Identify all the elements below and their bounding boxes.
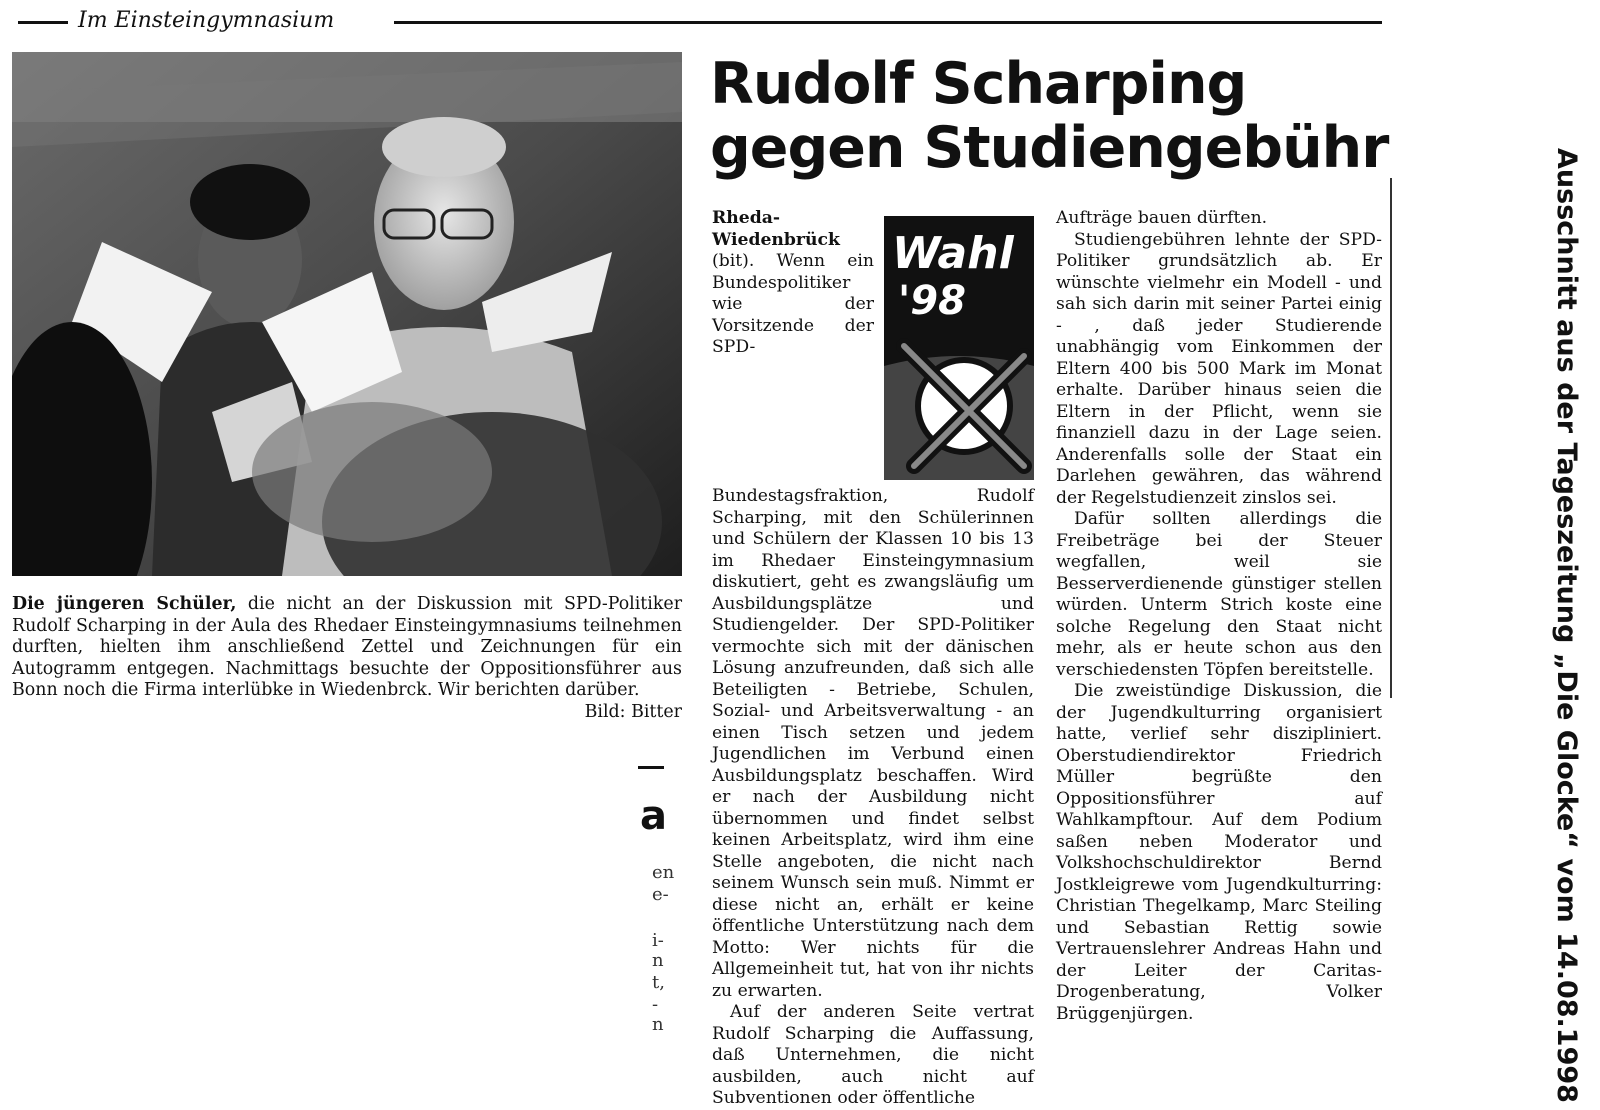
logo-word: Wahl	[892, 228, 1014, 279]
logo-year: '98	[898, 278, 966, 324]
paragraph-1-text: Wenn ein Bundespolitiker wie der Vorsitzende der SPD-Bundestagsfraktion, Rudolf Scharping, mit den Schülerinnen und Schülern der Klassen 10 bis 13 im Rhedaer Einsteingymnasium diskutiert, geht es zwangsläufig um Ausbildungsplätze und Studiengelder. Der SPD-Politiker vermochte sich mit der dänischen Lösung anzufreunden, daß sich alle Beteiligten - Betriebe, Schulen, Sozial- und Arbeitsverwaltung - an einen Tisch setzen und jedem Jugendlichen im Verbund einen Ausbildungsplatz beschaffen. Wird er nach der Ausbildung nicht übernommen und findet selbst keinen Arbeitsplatz, wird ihm eine Stelle angeboten, die nicht nach seinem Wunsch sein muß. Nimmt er diese nicht an, erhält er keine öffentliche Unterstützung nach dem Motto: Wer nichts für die Allgemeinheit tut, hat von ihr nichts zu erwarten.	[712, 251, 1034, 1001]
bleed-fragment: n	[652, 950, 664, 971]
bleed-dash	[638, 766, 664, 769]
rubric-left-rule	[18, 21, 68, 24]
headline	[710, 52, 1390, 180]
article-paragraph-5: Dafür sollten allerdings die Freibeträge bei der Steuer wegfallen, weil sie Besserverdienende günstiger stellen würden. Unterm Strich koste eine solche Regelung den Staat nicht mehr, als er heute schon aus den verschiedensten Töpfen bereitstelle.	[1056, 509, 1382, 680]
agency-tag: (bit).	[712, 251, 755, 271]
bleed-fragment: i-	[652, 930, 664, 951]
news-photo	[12, 52, 682, 576]
dateline: Rheda-Wiedenbrück	[712, 208, 840, 250]
caption-text: die nicht an der Diskussion mit SPD-Politiker Rudolf Scharping in der Aula des Rhedaer Einsteingymnasiums teilnehmen durften, hielten ihm anschließend Zettel und Zeichnungen für ein Autogramm entgegen. Nachmittags besuchte der Oppositionsführer aus Bonn noch die Firma interlübke in Wiedenbrck. Wir berichten darüber.	[12, 594, 683, 701]
section-rubric	[18, 8, 1382, 36]
article-column-2	[1056, 208, 1382, 1025]
article-paragraph-2: Auf der anderen Seite vertrat Rudolf Scharping die Auffassung, daß Unternehmen, die nicht ausbilden, auch nicht auf Subventionen oder öffentliche	[712, 1002, 1034, 1108]
rubric-label: Im Einsteingymnasium	[78, 8, 335, 33]
column-rule	[1390, 178, 1392, 698]
bleed-fragment: e-	[652, 884, 669, 905]
source-note-text: Ausschnitt aus der Tageszeitung „Die Glocke“ vom 14.08.1998	[1551, 148, 1582, 1103]
photo-credit: Bild: Bitter	[584, 701, 682, 722]
caption-lead: Die jüngeren Schüler,	[12, 594, 237, 614]
source-note	[1548, 148, 1584, 1103]
rubric-right-rule	[394, 21, 1382, 24]
article-paragraph-3: Aufträge bauen dürften.	[1056, 208, 1268, 228]
bleed-fragment: -	[652, 994, 659, 1015]
bleed-fragment: en	[652, 862, 675, 883]
bleed-fragment: t,	[652, 972, 665, 993]
election-98-logo	[884, 216, 1034, 480]
article-column-1	[712, 208, 1034, 1110]
article-paragraph-6: Die zweistündige Diskussion, die der Jugendkulturring organisiert hatte, verlief sehr diszipliniert. Oberstudiendirektor Friedrich Müller begrüßte den Oppositionsführer auf Wahlkampftour. Auf dem Podium saßen neben Moderator und Volkshochschuldirektor Bernd Jostkleigrewe vom Jugendkulturring: Christian Thegelkamp, Marc Steiling und Sebastian Rettig sowie Vertrauenslehrer Andreas Hahn und der Leiter der Caritas-Drogenberatung, Volker Brüggenjürgen.	[1056, 681, 1382, 1024]
bleed-big-letter: a	[640, 793, 667, 839]
bleed-fragment: n	[652, 1014, 664, 1035]
headline-line-2: gegen Studiengebühr	[710, 115, 1389, 181]
headline-line-1: Rudolf Scharping	[710, 51, 1247, 117]
photo-caption	[12, 594, 682, 724]
article-paragraph-4: Studiengebühren lehnte der SPD-Politiker grundsätzlich ab. Er wünschte vielmehr ein Modell - und sah sich darin mit seiner Partei einig - , daß jeder Studierende unabhängig vom Einkommen der Eltern 400 bis 500 Mark im Monat erhalte. Darüber hinaus seien die Eltern in der Pflicht, wenn sie finanziell dazu in der Lage seien. Anderenfalls solle der Staat ein Darlehen gewähren, das während der Regelstudienzeit zinslos sei.	[1056, 229, 1382, 508]
